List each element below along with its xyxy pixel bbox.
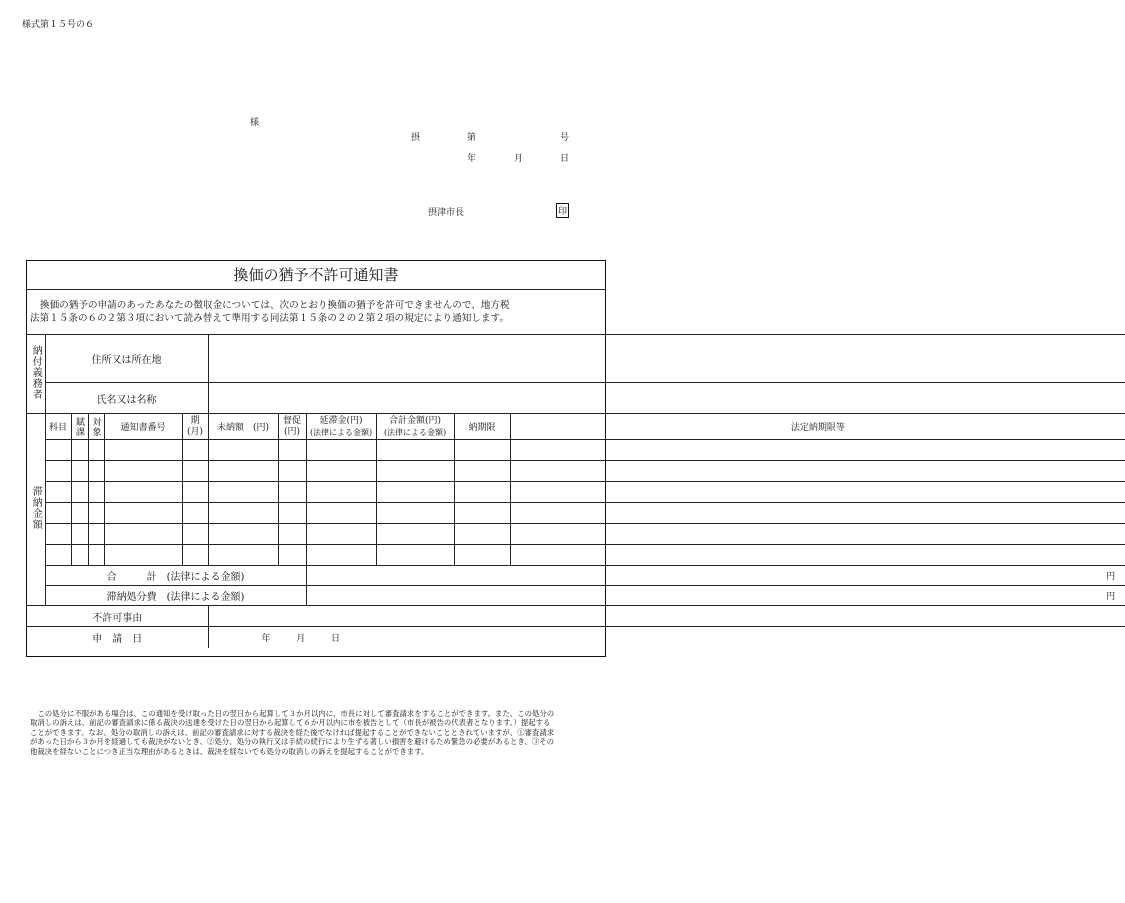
issuer: 摂津市長 <box>428 208 465 218</box>
table-row[interactable] <box>27 461 1125 482</box>
notice-title: 換価の猶予不許可通知書 <box>27 261 605 290</box>
reason-label: 不許可事由 <box>27 606 208 627</box>
total-unit: 円 <box>1106 572 1116 582</box>
app-date-year: 年 <box>261 633 271 644</box>
application-date-label: 申 請 日 <box>27 627 208 648</box>
col-kamoku: 科目 <box>45 414 71 440</box>
app-date-month: 月 <box>296 633 306 644</box>
addressee-suffix: 様 <box>250 118 260 128</box>
table-row[interactable] <box>27 440 1125 461</box>
col-unpaid: 未納額 (円) <box>208 414 278 440</box>
date-day: 日 <box>560 154 570 164</box>
total-label: 合 計 (法律による金額) <box>45 566 306 586</box>
intro-line-2: 法第１５条の６の２第３項において読み替えて準用する同法第１５条の２の２第２項の規定により通知します。 <box>30 313 509 324</box>
col-total: 合計金額(円) (法律による金額) <box>376 414 454 440</box>
app-date-day: 日 <box>330 633 340 644</box>
notice-table <box>27 334 1125 648</box>
table-row[interactable] <box>27 524 1125 545</box>
arrears-group-label: 滞納金額 <box>27 414 45 606</box>
address-value[interactable] <box>208 335 1125 383</box>
col-due: 納期限 <box>454 414 510 440</box>
taxpayer-group-label: 納付義務者 <box>27 335 45 414</box>
table-row[interactable] <box>27 545 1125 566</box>
fee-label: 滞納処分費 (法律による金額) <box>45 586 306 606</box>
appeal-notice: この処分に不服がある場合は、この通知を受け取った日の翌日から起算して３か月以内に、市長に対して審査請求をすることができます。また、この処分の取消しの訴えは、前記の審査請求に係る裁決の送達を受けた日の翌日から起算して６か月以内に市を被告として（市長が被告の代表者となります。）提起することができます。なお、処分の取消しの訴えは、前記の審査請求に対する裁決を経た後でなければ提起することができないこととされていますが、①審査請求があった日から３か月を経過しても裁決がないとき、②処分、処分の執行又は手続の続行により生ずる著しい損害を避けるため緊急の必要があるとき、③その他裁決を経ないことにつき正当な理由があるときは、裁決を経ないでも処分の取消しの訴えを提起することができます。 <box>30 709 555 756</box>
address-label: 住所又は所在地 <box>45 335 208 383</box>
name-value[interactable] <box>208 383 1125 414</box>
col-tokusoku: 督促 (円) <box>278 414 306 440</box>
col-period: 期 (月) <box>182 414 208 440</box>
reason-value[interactable] <box>208 606 1125 627</box>
fee-value[interactable] <box>306 586 1125 606</box>
fee-unit: 円 <box>1106 592 1116 602</box>
name-label: 氏名又は名称 <box>45 383 208 414</box>
date-year: 年 <box>467 154 477 164</box>
notice-form <box>26 260 1116 657</box>
total-value[interactable] <box>306 566 1125 586</box>
form-number: 様式第１５号の６ <box>22 20 95 30</box>
doc-ref-go: 号 <box>560 133 570 143</box>
seal-box: 印 <box>556 203 569 218</box>
col-delay: 延滞金(円) (法律による金額) <box>306 414 376 440</box>
application-date-value[interactable] <box>208 627 1125 648</box>
col-fuka: 賦課 <box>71 414 88 440</box>
intro-line-1: 換価の猶予の申請のあったあなたの徴収金については、次のとおり換価の猶予を許可できませんので、地方税 <box>40 300 510 311</box>
col-notice-no: 通知書番号 <box>104 414 182 440</box>
intro-paragraph <box>27 290 605 334</box>
table-row[interactable] <box>27 503 1125 524</box>
table-row[interactable] <box>27 482 1125 503</box>
doc-ref-dai: 第 <box>467 133 477 143</box>
date-month: 月 <box>514 154 524 164</box>
col-taisho: 対象 <box>88 414 104 440</box>
col-legal-due: 法定納期限等 <box>510 414 1125 440</box>
doc-ref-office: 摂 <box>411 133 421 143</box>
